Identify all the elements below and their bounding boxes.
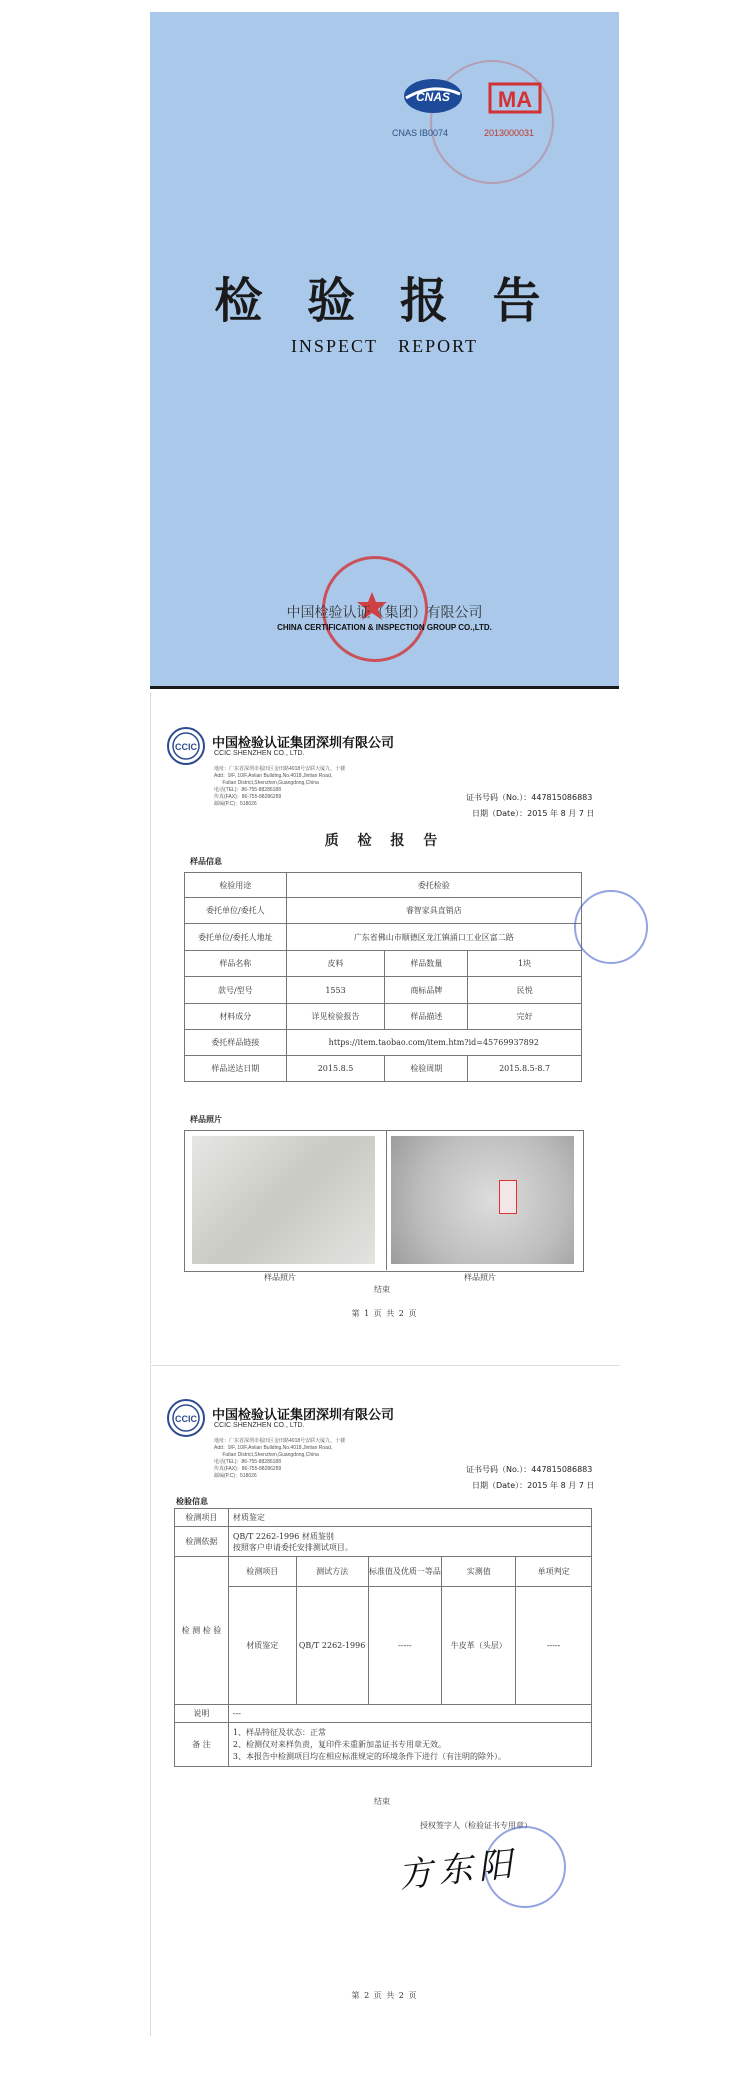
cell-label: 款号/型号 bbox=[185, 977, 287, 1004]
cell-label: 检测依据 bbox=[175, 1527, 229, 1557]
cell-label: 样品名称 bbox=[185, 951, 287, 977]
remarks-cell bbox=[228, 1723, 591, 1767]
table-row bbox=[175, 1527, 592, 1557]
column-header: 检测项目 bbox=[228, 1557, 296, 1587]
cell-label: 检测项目 bbox=[175, 1509, 229, 1527]
inspection-seal-icon bbox=[574, 890, 648, 964]
cell-label: 委托样品链接 bbox=[185, 1030, 287, 1056]
cell-label: 材料成分 bbox=[185, 1004, 287, 1030]
cnas-code: CNAS IB0074 bbox=[392, 128, 449, 138]
section-sample-info: 样品信息 bbox=[190, 857, 222, 866]
sample-info-table bbox=[184, 872, 582, 1082]
ma-label: MA bbox=[497, 87, 533, 112]
cell-value: 2015.8.5-8.7 bbox=[468, 1056, 582, 1082]
cell-label: 样品送达日期 bbox=[185, 1056, 287, 1082]
table-row bbox=[175, 1509, 592, 1527]
svg-text:CCIC: CCIC bbox=[175, 742, 197, 752]
company-name-cn: 中国检验认证集团深圳有限公司 bbox=[212, 736, 395, 751]
column-header: 测试方法 bbox=[296, 1557, 368, 1587]
table-row bbox=[185, 873, 582, 898]
ma-code: 2013000031 bbox=[484, 128, 535, 138]
column-header: 实测值 bbox=[442, 1557, 516, 1587]
cell-label: 样品描述 bbox=[385, 1004, 468, 1030]
cell-label: 检验用途 bbox=[185, 873, 287, 898]
cover-org-cn: 中国检验认证（集团）有限公司 bbox=[286, 605, 483, 621]
table-row bbox=[185, 1030, 582, 1056]
table-row bbox=[175, 1587, 592, 1705]
cover-divider bbox=[150, 686, 619, 689]
cover-org-en: CHINA CERTIFICATION & INSPECTION GROUP CO.,LTD. bbox=[277, 623, 492, 632]
cell-value: 1块 bbox=[468, 951, 582, 977]
table-row bbox=[185, 1004, 582, 1030]
remark-line: 2、检测仅对来样负责，复印件未重新加盖证书专用章无效。 bbox=[232, 1739, 446, 1749]
company-name-en: CCIC SHENZHEN CO., LTD. bbox=[214, 1422, 305, 1429]
table-row bbox=[185, 951, 582, 977]
cover-subtitle: INSPECT REPORT bbox=[290, 336, 479, 356]
table-row bbox=[175, 1723, 592, 1767]
page1-title: 质 检 报 告 bbox=[324, 833, 445, 849]
cert-number: 证书号码（No.）：447815086883 bbox=[466, 1465, 593, 1474]
company-address: 地址：广东省深圳市福田区金田路4018号安联大厦九、十楼 Add：9/F, 10/F,Anlian Building,No.4018,Jintian Road, Futian District,Shenzhen,Guangdong,China 电话(TEL)：86-755-88286188 传真(FAX)：86-755-88286289 邮编(P.C)：518026 bbox=[214, 766, 346, 807]
cell-value: 委托检验 bbox=[286, 873, 581, 898]
cell-value: --- bbox=[228, 1705, 591, 1723]
end-mark: 结束 bbox=[374, 1285, 390, 1294]
cell-value: QB/T 2262-1996 材质鉴别 按照客户申请委托安排测试项目。 bbox=[228, 1527, 591, 1557]
side-label: 检 测 检 验 bbox=[175, 1557, 229, 1705]
photo-divider bbox=[386, 1130, 387, 1270]
company-name-cn: 中国检验认证集团深圳有限公司 bbox=[212, 1408, 395, 1423]
cell-value: 材质鉴定 bbox=[228, 1587, 296, 1705]
cell-label: 商标品牌 bbox=[385, 977, 468, 1004]
sample-photo-2 bbox=[391, 1136, 574, 1264]
column-header: 标准值及优质一等品 bbox=[368, 1557, 442, 1587]
end-mark: 结束 bbox=[374, 1797, 390, 1806]
column-header: 单项判定 bbox=[516, 1557, 592, 1587]
inspection-table bbox=[174, 1508, 592, 1767]
cell-value: 睿智家具直销店 bbox=[286, 898, 581, 924]
company-name-en: CCIC SHENZHEN CO., LTD. bbox=[214, 750, 305, 757]
table-row bbox=[185, 898, 582, 924]
report-date: 日期（Date）：2015 年 8 月 7 日 bbox=[472, 1481, 595, 1490]
remark-line: 1、样品特征及状态：正常 bbox=[232, 1727, 326, 1737]
cell-value: 广东省佛山市顺德区龙江镇涌口工业区富二路 bbox=[286, 924, 581, 951]
section-sample-photos: 样品照片 bbox=[190, 1115, 222, 1124]
cell-value: ----- bbox=[368, 1587, 442, 1705]
cell-value: 完好 bbox=[468, 1004, 582, 1030]
report-date: 日期（Date）：2015 年 8 月 7 日 bbox=[472, 809, 595, 818]
cell-label: 检验周期 bbox=[385, 1056, 468, 1082]
svg-text:CCIC: CCIC bbox=[175, 1414, 197, 1424]
photo-caption-2: 样品照片 bbox=[464, 1273, 496, 1282]
cell-value: QB/T 2262-1996 bbox=[296, 1587, 368, 1705]
table-row bbox=[185, 1056, 582, 1082]
photo-caption-1: 样品照片 bbox=[264, 1273, 296, 1282]
cell-label: 样品数量 bbox=[385, 951, 468, 977]
sample-photo-1 bbox=[192, 1136, 375, 1264]
sample-link[interactable]: https://item.taobao.com/item.htm?id=45769937892 bbox=[286, 1030, 581, 1056]
page-number: 第 2 页 共 2 页 bbox=[351, 1991, 418, 2000]
cover-title: 检 验 报 告 bbox=[214, 273, 555, 329]
ccic-logo-icon bbox=[166, 726, 206, 766]
signature: 方东阳 bbox=[396, 1843, 521, 1897]
company-address: 地址：广东省深圳市福田区金田路4018号安联大厦九、十楼 Add：9/F, 10/F,Anlian Building,No.4018,Jintian Road, Futian District,Shenzhen,Guangdong,China 电话(TEL)：86-755-88286188 传真(FAX)：86-755-88286289 邮编(P.C)：518026 bbox=[214, 1438, 346, 1479]
ma-logo-icon bbox=[484, 76, 546, 120]
ccic-logo-icon bbox=[166, 1398, 206, 1438]
cell-value: 牛皮革（头层） bbox=[442, 1587, 516, 1705]
cell-label: 说明 bbox=[175, 1705, 229, 1723]
cell-value: 1553 bbox=[286, 977, 385, 1004]
cell-value: 详见检验报告 bbox=[286, 1004, 385, 1030]
cell-label: 委托单位/委托人地址 bbox=[185, 924, 287, 951]
section-inspect-info: 检验信息 bbox=[176, 1497, 208, 1506]
cell-value: 民悦 bbox=[468, 977, 582, 1004]
table-row bbox=[175, 1705, 592, 1723]
table-row bbox=[185, 977, 582, 1004]
table-row bbox=[175, 1557, 592, 1587]
cell-value: 材质鉴定 bbox=[228, 1509, 591, 1527]
cell-label: 备 注 bbox=[175, 1723, 229, 1767]
signer-label: 授权签字人（检验证书专用章） bbox=[420, 1821, 532, 1830]
cert-number: 证书号码（No.）：447815086883 bbox=[466, 793, 593, 802]
page-number: 第 1 页 共 2 页 bbox=[351, 1309, 418, 1318]
cell-value: 2015.8.5 bbox=[286, 1056, 385, 1082]
cnas-logo-icon bbox=[402, 76, 464, 116]
remark-line: 3、本报告中检测项目均在相应标准规定的环境条件下进行（有注明的除外）。 bbox=[232, 1751, 506, 1761]
cell-value: 皮料 bbox=[286, 951, 385, 977]
table-row bbox=[185, 924, 582, 951]
cnas-label: CNAS bbox=[415, 90, 451, 104]
cell-value: ----- bbox=[516, 1587, 592, 1705]
cell-label: 委托单位/委托人 bbox=[185, 898, 287, 924]
